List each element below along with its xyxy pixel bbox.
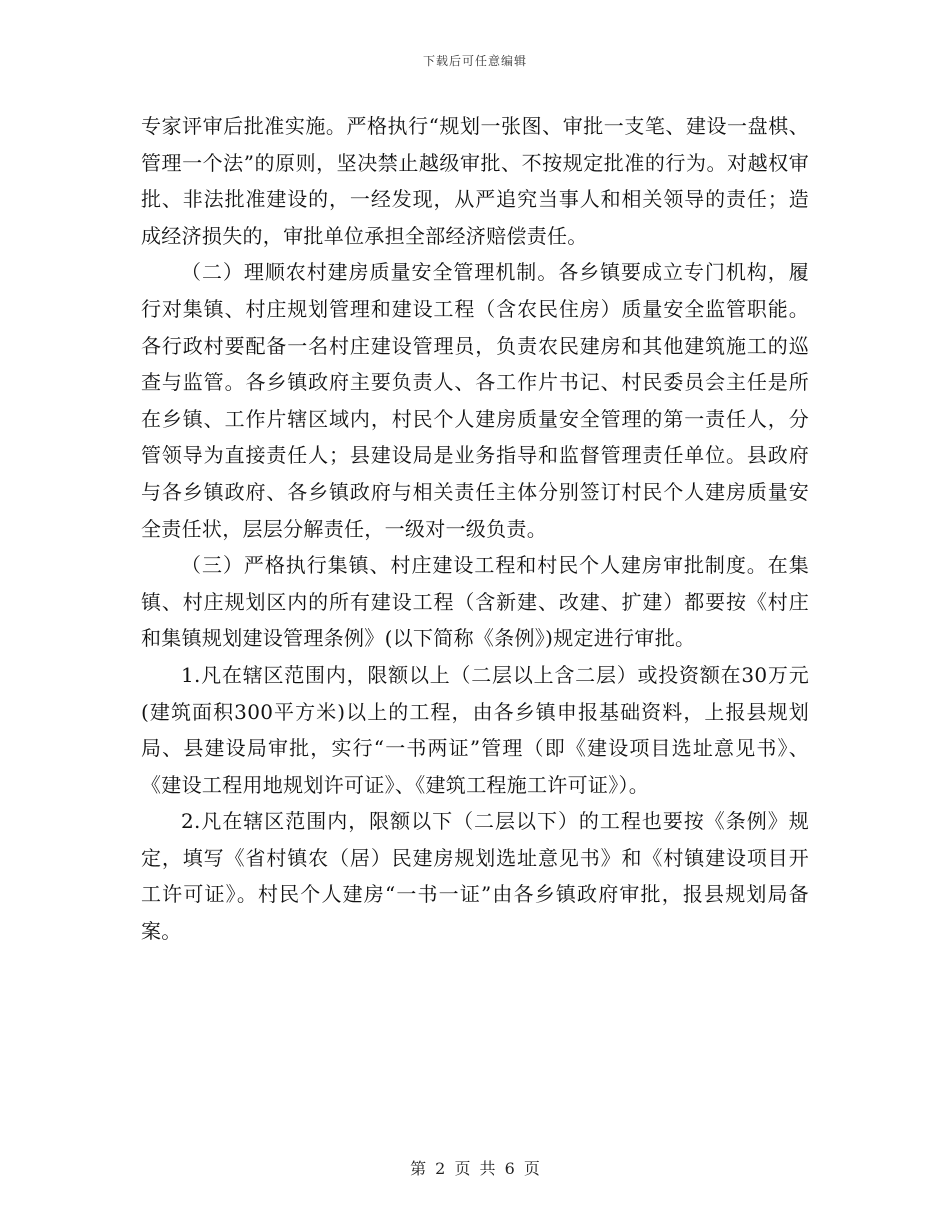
document-body (141, 108, 809, 950)
page-number-footer: 第 2 页 共 6 页 (410, 1159, 540, 1178)
paragraph-section-two: （二）理顺农村建房质量安全管理机制。各乡镇要成立专门机构，履行对集镇、村庄规划管理和建设工程（含农民住房）质量安全监管职能。各行政村要配备一名村庄建设管理员，负责农民建房和其他建筑施工的巡查与监管。各乡镇政府主要负责人、各工作片书记、村民委员会主任是所在乡镇、工作片辖区域内，村民个人建房质量安全管理的第一责任人，分管领导为直接责任人；县建设局是业务指导和监督管理责任单位。县政府与各乡镇政府、各乡镇政府与相关责任主体分别签订村民个人建房质量安全责任状，层层分解责任，一级对一级负责。 (141, 260, 809, 541)
paragraph-continuation: 专家评审后批准实施。严格执行“规划一张图、审批一支笔、建设一盘棋、管理一个法”的原则，坚决禁止越级审批、不按规定批准的行为。对越权审批、非法批准建设的，一经发现，从严追究当事人和相关领导的责任；造成经济损失的，审批单位承担全部经济赔偿责任。 (141, 114, 809, 248)
paragraph-item-one: 1.凡在辖区范围内，限额以上（二层以上含二层）或投资额在30万元(建筑面积300平方米)以上的工程，由各乡镇申报基础资料，上报县规划局、县建设局审批，实行“一书两证”管理（即《建设项目选址意见书》、《建设工程用地规划许可证》、《建筑工程施工许可证》）。 (141, 662, 809, 797)
paragraph-section-three: （三）严格执行集镇、村庄建设工程和村民个人建房审批制度。在集镇、村庄规划区内的所有建设工程（含新建、改建、扩建）都要按《村庄和集镇规划建设管理条例》(以下简称《条例》)规定进行审批。 (141, 553, 809, 651)
paragraph-item-two: 2.凡在辖区范围内，限额以下（二层以下）的工程也要按《条例》规定，填写《省村镇农（居）民建房规划选址意见书》和《村镇建设项目开工许可证》。村民个人建房“一书一证”由各乡镇政府审批，报县规划局备案。 (141, 809, 809, 944)
page-header-note: 下载后可任意编辑 (422, 54, 527, 68)
